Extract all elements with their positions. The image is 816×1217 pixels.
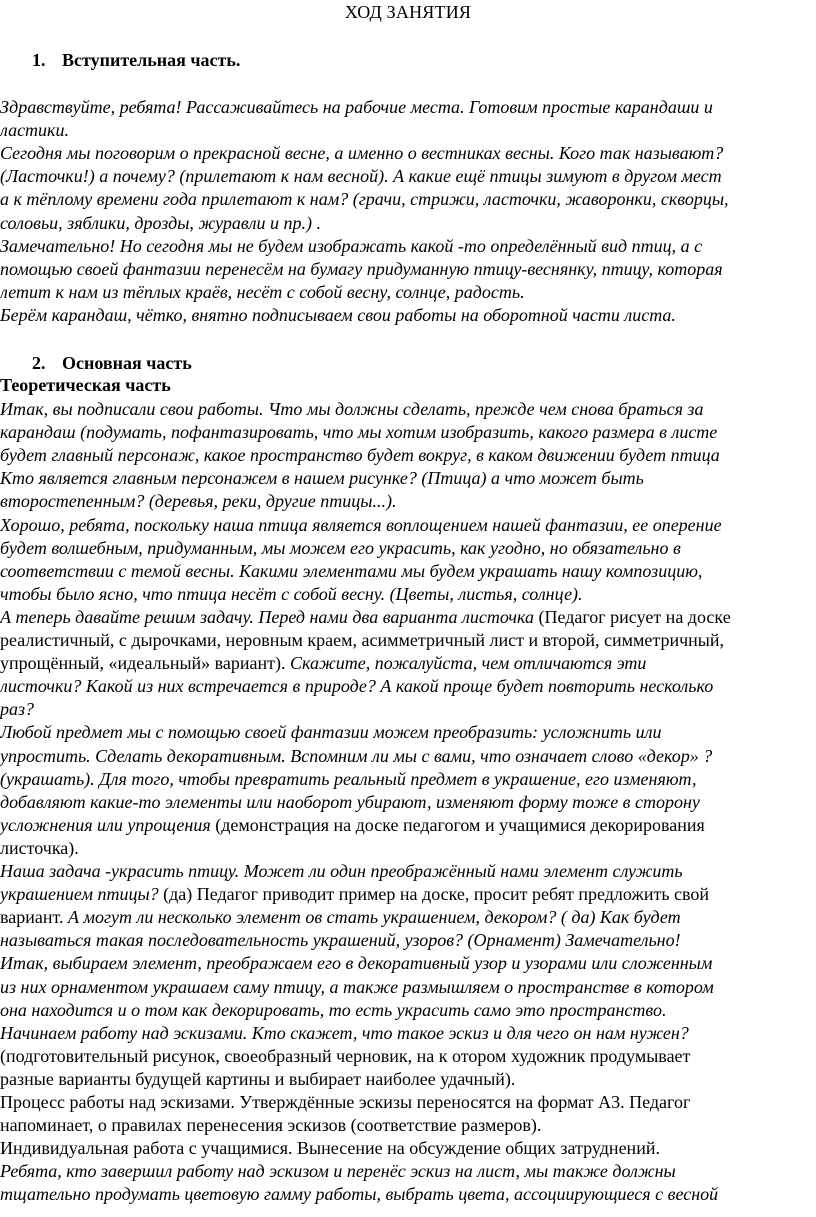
text-line bbox=[0, 906, 681, 928]
text-segment: Скажите, пожалуйста, чем отличаются эти bbox=[290, 653, 647, 674]
text-segment: помощью своей фантазии перенесём на бумагу придуманную птицу-веснянку, птицу, которая bbox=[0, 258, 723, 279]
text-line bbox=[0, 698, 34, 720]
text-line bbox=[0, 1114, 541, 1136]
text-segment: соловьи, зяблики, дрозды, журавли и пр.) . bbox=[0, 212, 322, 233]
text-segment: (подготовительный рисунок, своеобразный черновик, на к отором художник продумывает bbox=[0, 1045, 691, 1066]
text-line bbox=[0, 837, 79, 859]
text-segment: украшением птицы? bbox=[0, 884, 164, 905]
text-segment: Хорошо, ребята, поскольку наша птица является воплощением нашей фантазии, ее оперение bbox=[0, 514, 722, 535]
text-segment: упростить. Сделать декоративным. Вспомним ли мы с вами, что означает слово «декор» ? bbox=[0, 745, 713, 766]
text-segment: летит к нам из тёплых краёв, несёт с собой весну, солнце, радость. bbox=[0, 281, 525, 302]
text-segment: Любой предмет мы с помощью своей фантазии можем преобразить: усложнить или bbox=[0, 722, 662, 743]
text-segment: Сегодня мы поговорим о прекрасной весне, а именно о вестниках весны. Кого так называют? bbox=[0, 143, 724, 164]
text-line bbox=[0, 952, 712, 974]
text-line bbox=[0, 467, 644, 489]
text-segment: Индивидуальная работа с учащимися. Вынесение на обсуждение общих затруднений. bbox=[0, 1138, 660, 1159]
text-line bbox=[0, 258, 723, 280]
text-segment: из них орнаментом украшаем саму птицу, а также размышляем о пространстве в котором bbox=[0, 976, 714, 997]
section-2-subheading: Теоретическая часть bbox=[0, 375, 171, 395]
text-line bbox=[0, 514, 722, 536]
text-line bbox=[0, 96, 713, 118]
text-segment: А могут ли несколько элемент ов стать украшением, декором? ( да) Как будет bbox=[68, 907, 681, 928]
section-1-title: Вступительная часть. bbox=[62, 50, 241, 70]
text-segment: она находится и о том как декорировать, то есть украсить само это пространство. bbox=[0, 999, 667, 1020]
text-line bbox=[0, 212, 321, 234]
text-segment: соответствии с темой весны. Какими элементами мы будем украшать нашу композицию, bbox=[0, 560, 703, 581]
text-segment: Начинаем работу над эскизами. Кто скажет, что такое эскиз и для чего он нам нужен? bbox=[0, 1022, 689, 1043]
text-line bbox=[0, 791, 700, 813]
text-segment: называться такая последовательность украшений, узоров? (Орнамент) Замечательно! bbox=[0, 930, 681, 951]
section-1-heading bbox=[32, 50, 240, 71]
text-segment: чтобы было ясно, что птица несёт с собой весну. (Цветы, листья, солнце). bbox=[0, 583, 583, 604]
text-segment: а к тёплому времени года прилетают к нам? (грачи, стрижи, ласточки, жаворонки, скворцы, bbox=[0, 189, 729, 210]
text-line bbox=[0, 883, 709, 905]
text-segment: листочка). bbox=[0, 837, 79, 858]
text-line bbox=[0, 142, 723, 164]
text-line bbox=[0, 537, 681, 559]
text-segment: Итак, вы подписали свои работы. Что мы должны сделать, прежде чем снова браться за bbox=[0, 399, 704, 419]
text-segment: Здравствуйте, ребята! Рассаживайтесь на рабочие места. Готовим простые карандаши и bbox=[0, 97, 713, 117]
text-line bbox=[0, 1022, 689, 1044]
text-line bbox=[0, 768, 696, 790]
text-segment: тщательно продумать цветовую гамму работы, выбрать цвета, ассоциирующиеся с весной bbox=[0, 1184, 719, 1205]
text-segment: будет главный персонаж, какое пространство будет вокруг, в каком движении будет птица bbox=[0, 445, 720, 466]
text-segment: А теперь давайте решим задачу. Перед нами два варианта листочка bbox=[0, 606, 539, 627]
text-segment: (да) Педагог приводит пример на доске, просит ребят предложить свой bbox=[163, 884, 710, 905]
text-segment: (демонстрация на доске педагогом и учащимися декорирования bbox=[215, 814, 705, 835]
text-line bbox=[0, 304, 676, 326]
section-1-number: 1. bbox=[32, 50, 46, 70]
text-line bbox=[0, 235, 702, 257]
text-line bbox=[0, 860, 683, 882]
text-segment: напоминает, о правилах перенесения эскизов (соответствие размеров). bbox=[0, 1115, 542, 1136]
text-line bbox=[0, 119, 69, 141]
text-line bbox=[0, 1068, 515, 1090]
text-segment: усложнения или упрощения bbox=[0, 814, 216, 835]
text-segment: Кто является главным персонажем в нашем рисунке? (Птица) а что может быть bbox=[0, 468, 644, 489]
text-segment: Процесс работы над эскизами. Утверждённые эскизы переносятся на формат А3. Педагог bbox=[0, 1092, 691, 1112]
text-line bbox=[0, 652, 646, 674]
text-segment: Итак, выбираем элемент, преображаем его в декоративный узор и узорами или сложенным bbox=[0, 953, 713, 974]
text-line bbox=[0, 1045, 690, 1067]
text-segment: (Педагог рисует на доске bbox=[538, 606, 731, 627]
text-segment: вариант. bbox=[0, 907, 69, 928]
text-line bbox=[0, 490, 396, 512]
text-line bbox=[0, 629, 724, 651]
text-line bbox=[0, 745, 712, 767]
text-line bbox=[0, 165, 722, 187]
text-line bbox=[0, 560, 702, 582]
text-line bbox=[0, 814, 705, 836]
text-segment: Берём карандаш, чётко, внятно подписываем свои работы на оборотной части листа. bbox=[0, 304, 676, 325]
text-segment: (украшать). Для того, чтобы превратить реальный предмет в украшение, его изменяют, bbox=[0, 768, 697, 789]
text-segment: ластики. bbox=[0, 120, 69, 141]
text-line bbox=[0, 1183, 718, 1205]
text-segment: добавляют какие-то элементы или наоборот убирают, изменяют форму тоже в сторону bbox=[0, 791, 700, 812]
text-line bbox=[0, 398, 703, 420]
section-2-title: Основная часть bbox=[62, 353, 192, 373]
text-line bbox=[0, 444, 720, 466]
text-segment: Ребята, кто завершил работу над эскизом и перенёс эскиз на лист, мы также должны bbox=[0, 1161, 676, 1182]
text-segment: второстепенным? (деревья, реки, другие птицы...). bbox=[0, 491, 397, 512]
text-line bbox=[0, 1137, 660, 1159]
section-2-number: 2. bbox=[32, 353, 46, 373]
text-line bbox=[0, 583, 583, 605]
text-line bbox=[0, 1160, 676, 1182]
text-segment: упрощённый, «идеальный» вариант). bbox=[0, 653, 291, 674]
text-segment: (Ласточки!) а почему? (прилетают к нам весной). А какие ещё птицы зимуют в другом мест bbox=[0, 166, 722, 187]
document-title: ХОД ЗАНЯТИЯ bbox=[344, 2, 472, 22]
text-line bbox=[0, 281, 525, 303]
text-line bbox=[0, 929, 681, 951]
text-segment: разные варианты будущей картины и выбирает наиболее удачный). bbox=[0, 1068, 516, 1089]
text-line bbox=[0, 999, 666, 1021]
text-line bbox=[0, 188, 729, 210]
text-line bbox=[0, 606, 731, 628]
text-segment: Замечательно! Но сегодня мы не будем изображать какой -то определённый вид птиц, а с bbox=[0, 235, 703, 256]
text-line bbox=[0, 1091, 690, 1113]
text-segment: карандаш (подумать, пофантазировать, что мы хотим изобразить, какого размера в листе bbox=[0, 422, 718, 443]
section-2-heading bbox=[32, 353, 192, 374]
text-line bbox=[0, 421, 717, 443]
text-line bbox=[0, 976, 714, 998]
text-segment: Наша задача -украсить птицу. Может ли один преображённый нами элемент служить bbox=[0, 861, 683, 881]
text-segment: реалистичный, с дырочками, неровным краем, асимметричный лист и второй, симметричный, bbox=[0, 630, 724, 650]
text-segment: листочки? Какой из них встречается в природе? А какой проще будет повторить несколько bbox=[0, 676, 714, 697]
text-segment: раз? bbox=[0, 699, 35, 720]
text-line bbox=[0, 675, 713, 697]
text-segment: будет волшебным, придуманным, мы можем его украсить, как угодно, но обязательно в bbox=[0, 537, 681, 558]
text-line bbox=[0, 721, 661, 743]
